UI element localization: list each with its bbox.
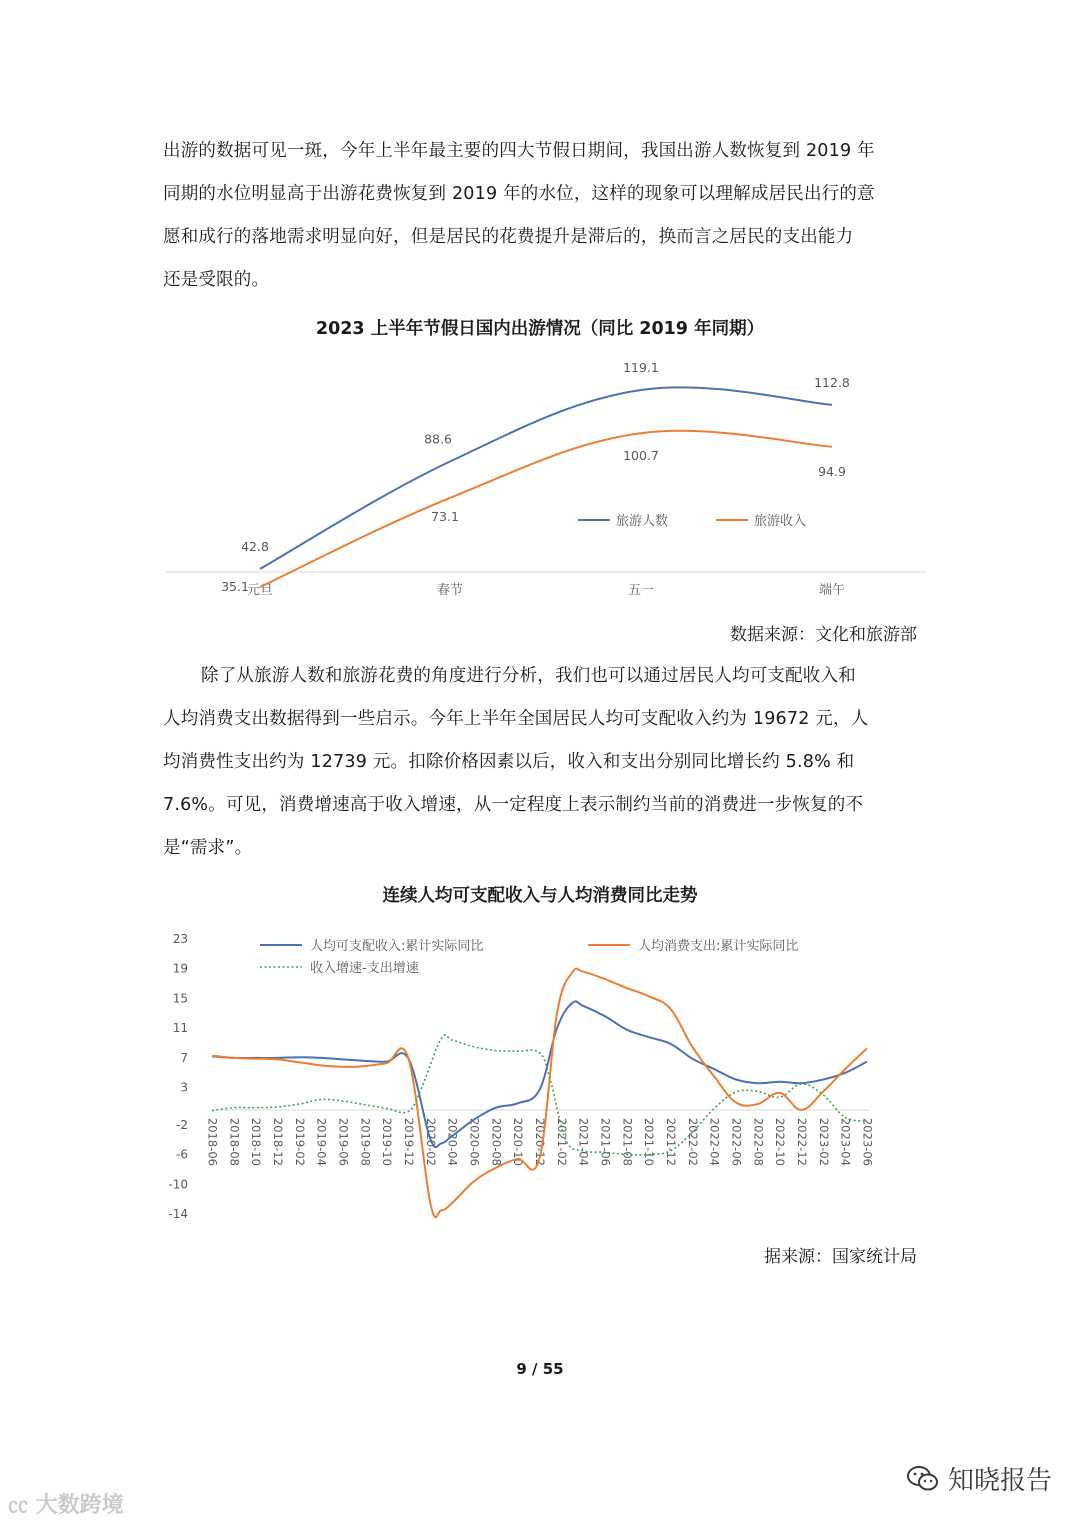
series-line-2 <box>212 969 867 1218</box>
source-2: 据来源：国家统计局 <box>764 1247 917 1267</box>
data-label: 73.1 <box>431 508 459 524</box>
data-label: 35.1 <box>221 579 249 594</box>
x-tick-label: 五一 <box>627 583 655 598</box>
legend-label: 人均消费支出:累计实际同比 <box>638 939 799 954</box>
y-tick-label: -2 <box>176 1117 188 1132</box>
x-tick-label: 2019-04 <box>314 1117 329 1166</box>
x-tick-label: 2022-10 <box>773 1117 788 1166</box>
source-1: 数据来源：文化和旅游部 <box>730 625 917 645</box>
y-tick-label: 11 <box>172 1021 188 1036</box>
x-tick-label: 2020-02 <box>423 1117 438 1166</box>
legend-label: 旅游收入 <box>754 514 807 529</box>
paragraph-2-line: 均消费性支出约为 12739 元。扣除价格因素以后，收入和支出分别同比增长约 5.8% 和 <box>163 752 855 772</box>
x-tick-label: 2020-12 <box>532 1117 547 1166</box>
y-tick-label: 19 <box>172 961 188 976</box>
x-tick-label: 2020-06 <box>467 1117 482 1166</box>
x-tick-label: 春节 <box>436 583 464 598</box>
paragraph-1-line: 愿和成行的落地需求明显向好，但是居民的花费提升是滞后的，换而言之居民的支出能力 <box>163 227 854 247</box>
x-tick-label: 2019-08 <box>358 1117 373 1166</box>
y-tick-label: 7 <box>180 1050 188 1065</box>
chart-2-income-consumption <box>160 922 930 1232</box>
x-tick-label: 2019-12 <box>401 1117 416 1166</box>
x-tick-label: 2019-02 <box>292 1117 307 1166</box>
series-line-1 <box>260 387 832 569</box>
x-tick-label: 2018-10 <box>249 1117 264 1166</box>
data-label: 100.7 <box>623 448 659 464</box>
paragraph-2 <box>163 655 920 870</box>
chart-2-title: 连续人均可支配收入与人均消费同比走势 <box>382 886 698 906</box>
data-label: 94.9 <box>818 463 846 479</box>
x-tick-label: 2021-06 <box>598 1117 613 1166</box>
wechat-icon <box>906 1465 940 1493</box>
paragraph-1-line: 同期的水位明显高于出游花费恢复到 2019 年的水位，这样的现象可以理解成居民出行的意 <box>163 184 875 204</box>
paragraph-1 <box>163 130 920 302</box>
x-tick-label: 2021-02 <box>554 1117 569 1166</box>
paragraph-2-line: 7.6%。可见，消费增速高于收入增速，从一定程度上表示制约当前的消费进一步恢复的不 <box>163 795 864 815</box>
watermark-right <box>906 1460 1052 1497</box>
x-tick-label: 2023-02 <box>816 1117 831 1166</box>
chart-1-tourism <box>160 350 930 610</box>
x-tick-label: 2020-10 <box>511 1117 526 1166</box>
x-tick-label: 端午 <box>818 583 846 598</box>
x-tick-label: 2021-12 <box>663 1117 678 1166</box>
y-tick-label: 23 <box>172 932 188 946</box>
y-tick-label: 15 <box>172 991 188 1006</box>
x-tick-label: 2018-08 <box>227 1117 242 1166</box>
watermark-right-text: 知晓报告 <box>947 1466 1052 1496</box>
x-tick-label: 2022-04 <box>707 1117 722 1166</box>
legend-label: 旅游人数 <box>616 514 669 529</box>
paragraph-2-line: 人均消费支出数据得到一些启示。今年上半年全国居民人均可支配收入约为 19672 元，人 <box>163 709 869 729</box>
x-tick-label: 2018-12 <box>270 1117 285 1166</box>
x-tick-label: 2022-08 <box>751 1117 766 1166</box>
x-tick-label: 2020-08 <box>489 1117 504 1166</box>
legend-label: 人均可支配收入:累计实际同比 <box>310 939 484 954</box>
y-tick-label: 3 <box>180 1080 188 1095</box>
watermark-logo-icon: ㏄ <box>8 1493 28 1517</box>
x-tick-label: 2019-10 <box>380 1117 395 1166</box>
legend-label: 收入增速-支出增速 <box>310 961 419 976</box>
paragraph-2-line: 除了从旅游人数和旅游花费的角度进行分析，我们也可以通过居民人均可支配收入和 <box>201 666 856 686</box>
chart-1-title: 2023 上半年节假日国内出游情况（同比 2019 年同期） <box>315 319 765 339</box>
x-tick-label: 2021-10 <box>642 1117 657 1166</box>
y-tick-label: -6 <box>176 1147 188 1162</box>
x-tick-label: 2019-06 <box>336 1117 351 1166</box>
paragraph-2-line: 是“需求”。 <box>163 838 253 858</box>
x-tick-label: 2021-08 <box>620 1117 635 1166</box>
y-tick-label: -10 <box>168 1177 188 1192</box>
watermark-left <box>8 1488 124 1519</box>
data-label: 42.8 <box>241 538 269 554</box>
paragraph-1-line: 出游的数据可见一斑，今年上半年最主要的四大节假日期间，我国出游人数恢复到 2019 年 <box>163 141 875 161</box>
paragraph-1-line: 还是受限的。 <box>163 270 270 290</box>
x-tick-label: 元旦 <box>246 583 274 598</box>
x-tick-label: 2022-12 <box>794 1117 809 1166</box>
page-number: 9 / 55 <box>516 1360 564 1378</box>
x-tick-label: 2022-02 <box>685 1117 700 1166</box>
x-tick-label: 2020-04 <box>445 1117 460 1166</box>
data-label: 88.6 <box>424 431 452 447</box>
watermark-left-text: 大数跨境 <box>35 1493 124 1518</box>
series-line-2 <box>260 431 832 587</box>
x-tick-label: 2023-04 <box>838 1117 853 1166</box>
data-label: 112.8 <box>814 374 850 390</box>
x-tick-label: 2021-04 <box>576 1117 591 1166</box>
y-tick-label: -14 <box>168 1207 188 1221</box>
data-label: 119.1 <box>623 360 659 375</box>
x-tick-label: 2018-06 <box>205 1117 220 1166</box>
x-tick-label: 2023-06 <box>860 1117 875 1166</box>
x-tick-label: 2022-06 <box>729 1117 744 1166</box>
